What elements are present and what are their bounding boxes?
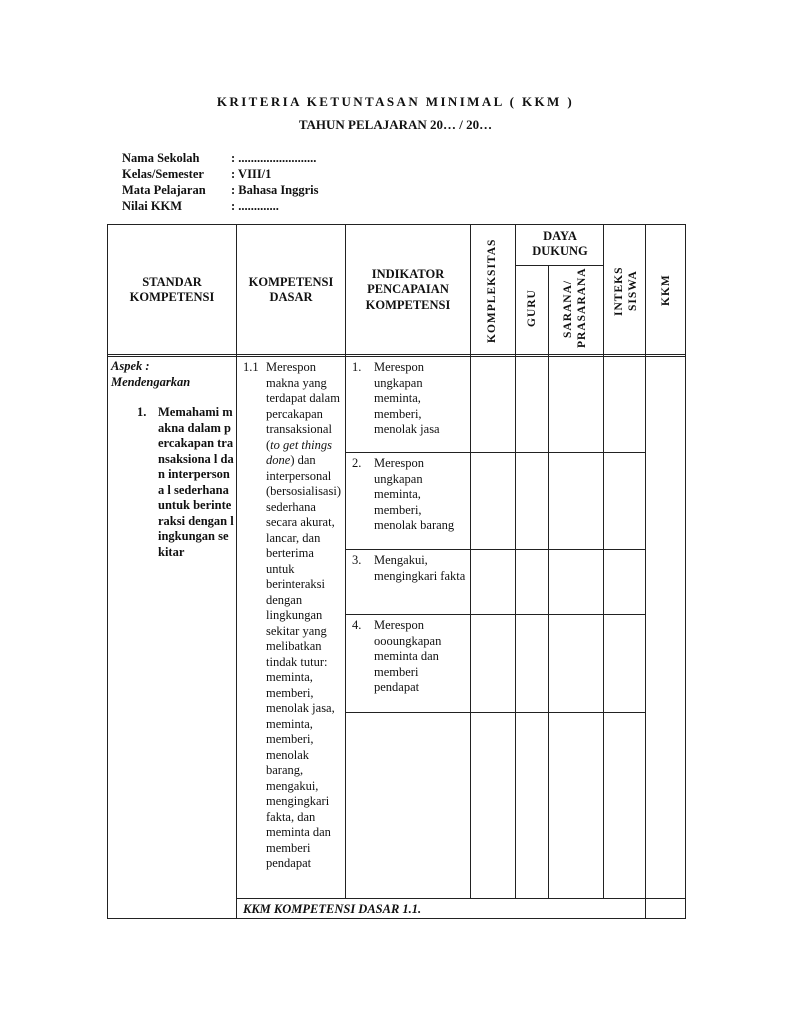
- standar-number: 1.: [137, 405, 147, 419]
- header-standar: STANDAR KOMPETENSI: [129, 274, 215, 304]
- standar-text: Memahami makna dalam percakapan transaksiona l dan interpersona l sederhana untuk berinteraksi dengan lingkungan sekitar: [158, 405, 234, 559]
- info-label: Nama Sekolah: [122, 151, 200, 165]
- indicator-text: Merespon ungkapan meminta, memberi, menolak barang: [374, 456, 455, 532]
- kd-text-italic: to get things done: [266, 437, 332, 467]
- info-value: : .........................: [231, 151, 317, 165]
- page-subtitle: TAHUN PELAJARAN 20… / 20…: [298, 117, 493, 132]
- header-siswa: SISWA: [627, 270, 639, 312]
- info-value: : VIII/1: [231, 167, 272, 181]
- indicator-number: 1.: [352, 360, 362, 374]
- header-intek-siswa: [612, 262, 640, 320]
- aspek-label: Aspek : Mendengarkan: [111, 359, 191, 389]
- indicator-text: Mengakui, mengingkari fakta: [374, 553, 466, 583]
- indicator-item: [352, 618, 466, 696]
- indicator-number: 2.: [352, 456, 362, 470]
- page-title: KRITERIA KETUNTASAN MINIMAL ( KKM ): [216, 94, 575, 109]
- header-sarana-line2: PRASARANA: [576, 267, 588, 348]
- kd-text: [266, 360, 342, 872]
- kd-text-b: ) dan interpersonal (bersosialisasi) sederhana secara akurat, lancar, dan berterima untuk berinteraksi dengan lingkungan sekitar yang melibatkan tindak tutur: meminta, memberi, menolak jasa, meminta, memberi, menolak barang, mengakui, mengingkari fakta, dan meminta dan memberi pendapat: [266, 453, 341, 870]
- kd-number: 1.1: [243, 360, 259, 374]
- info-label: Mata Pelajaran: [122, 183, 206, 197]
- indicator-text: Merespon ungkapan meminta, memberi, menolak jasa: [374, 360, 440, 436]
- info-label: Kelas/Semester: [122, 167, 204, 181]
- header-kd: KOMPETENSI DASAR: [248, 274, 334, 304]
- info-value: : .............: [231, 199, 279, 213]
- indicator-item: [352, 456, 466, 534]
- indicator-number: 3.: [352, 553, 362, 567]
- footer-kkm-kd: KKM KOMPETENSI DASAR 1.1.: [243, 902, 422, 916]
- indicator-item: [352, 553, 466, 584]
- indicator-number: 4.: [352, 618, 362, 632]
- kd-text-a: Merespon makna yang terdapat dalam percakapan transaksional (: [266, 360, 340, 452]
- header-kkm: KKM: [660, 274, 672, 306]
- header-intek: INTEKS: [613, 266, 625, 316]
- header-guru: GURU: [526, 289, 538, 327]
- header-daya-dukung: DAYA DUKUNG: [532, 228, 588, 258]
- indicator-item: [352, 360, 466, 438]
- header-indikator: INDIKATOR PENCAPAIAN KOMPETENSI: [365, 266, 451, 312]
- header-sarana: [561, 267, 589, 348]
- indicator-text: Merespon oooungkapan meminta dan memberi pendapat: [374, 618, 442, 694]
- info-value: : Bahasa Inggris: [231, 183, 319, 197]
- header-kompleksitas: KOMPLEKSITAS: [486, 238, 498, 344]
- header-sarana-line1: SARANA/: [562, 279, 574, 339]
- info-label: Nilai KKM: [122, 199, 183, 213]
